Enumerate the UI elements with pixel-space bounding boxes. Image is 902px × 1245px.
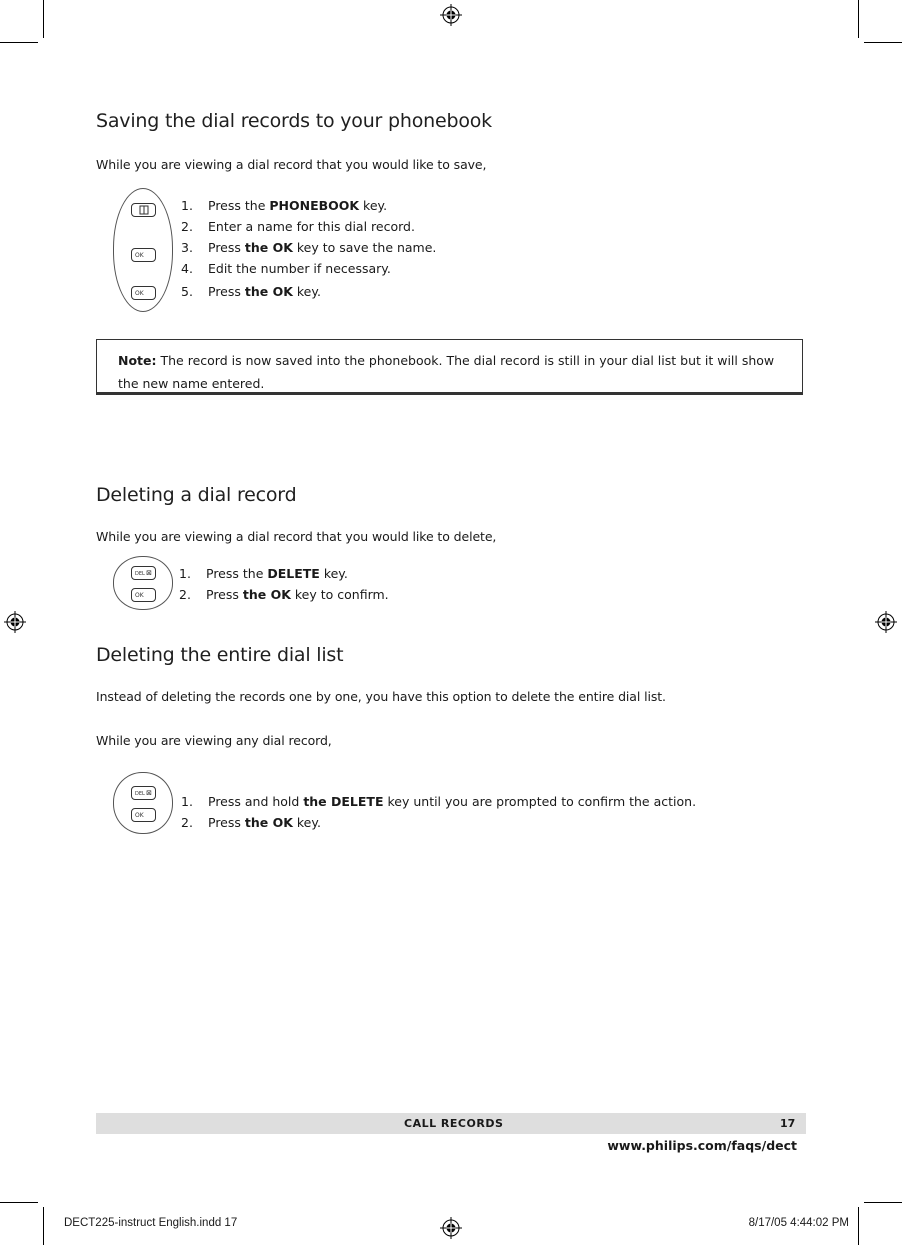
registration-mark-icon bbox=[440, 4, 462, 26]
delete-key-icon: DEL ⊠ bbox=[131, 786, 156, 800]
section-title: Deleting a dial record bbox=[96, 484, 297, 506]
ok-key-icon bbox=[131, 588, 156, 602]
section-title: Saving the dial records to your phonebook bbox=[96, 110, 492, 132]
delete-key-label: DEL bbox=[135, 571, 145, 577]
phonebook-key-icon bbox=[131, 203, 156, 217]
step-list bbox=[181, 198, 601, 303]
note-text: The record is now saved into the phonebook. The dial record is still in your dial list but it will show the new name entered. bbox=[118, 353, 775, 391]
note-label: Note: bbox=[118, 353, 157, 368]
crop-mark bbox=[864, 42, 902, 43]
step-list bbox=[179, 566, 599, 608]
handset-illustration bbox=[113, 772, 173, 834]
list-item: 2. Enter a name for this dial record. bbox=[181, 219, 415, 234]
ok-key-label: OK bbox=[135, 592, 144, 599]
handset-illustration bbox=[113, 556, 173, 610]
step-list bbox=[181, 794, 741, 836]
list-item: 5. Press the OK key. bbox=[181, 284, 321, 299]
registration-mark-icon bbox=[4, 611, 26, 633]
step-number: 2. bbox=[179, 587, 191, 602]
list-item: 1. Press and hold the DELETE key until you are prompted to confirm the action. bbox=[181, 794, 697, 809]
ok-key-label: OK bbox=[135, 290, 144, 297]
note-box bbox=[96, 339, 803, 395]
delete-key-icon: DEL ⊠ bbox=[131, 566, 156, 580]
crop-mark bbox=[0, 1202, 38, 1203]
section-title: Deleting the entire dial list bbox=[96, 644, 344, 666]
step-number: 1. bbox=[179, 566, 191, 581]
crop-mark bbox=[0, 42, 38, 43]
step-number: 3. bbox=[181, 240, 193, 255]
section-intro: While you are viewing a dial record that you would like to save, bbox=[96, 157, 487, 172]
step-number: 2. bbox=[181, 219, 193, 234]
slug-left: DECT225-instruct English.indd 17 bbox=[64, 1217, 238, 1229]
list-item: 1. Press the DELETE key. bbox=[179, 566, 348, 581]
section-intro-2: While you are viewing any dial record, bbox=[96, 733, 332, 748]
crop-mark bbox=[43, 0, 44, 38]
section-intro: Instead of deleting the records one by one, you have this option to delete the entire dial list. bbox=[96, 689, 666, 704]
ok-key-label: OK bbox=[135, 812, 144, 819]
ok-key-icon bbox=[131, 808, 156, 822]
ok-key-icon bbox=[131, 286, 156, 300]
handset-illustration bbox=[113, 188, 173, 312]
footer-section-title: CALL RECORDS bbox=[404, 1117, 504, 1130]
delete-key-label: DEL bbox=[135, 791, 145, 797]
crop-mark bbox=[43, 1207, 44, 1245]
step-number: 1. bbox=[181, 794, 193, 809]
crop-mark bbox=[858, 1207, 859, 1245]
list-item: 4. Edit the number if necessary. bbox=[181, 261, 391, 276]
ok-key-icon bbox=[131, 248, 156, 262]
list-item: 2. Press the OK key to confirm. bbox=[179, 587, 389, 602]
slug-right: 8/17/05 4:44:02 PM bbox=[748, 1217, 849, 1229]
registration-mark-icon bbox=[875, 611, 897, 633]
list-item: 2. Press the OK key. bbox=[181, 815, 321, 830]
page-number: 17 bbox=[780, 1117, 796, 1130]
list-item: 1. Press the PHONEBOOK key. bbox=[181, 198, 388, 213]
step-number: 5. bbox=[181, 284, 193, 299]
section-intro: While you are viewing a dial record that you would like to delete, bbox=[96, 529, 497, 544]
step-number: 1. bbox=[181, 198, 193, 213]
registration-mark-icon bbox=[440, 1217, 462, 1239]
footer-url: www.philips.com/faqs/dect bbox=[607, 1138, 797, 1153]
list-item: 3. Press the OK key to save the name. bbox=[181, 240, 437, 255]
ok-key-label: OK bbox=[135, 252, 144, 259]
step-number: 2. bbox=[181, 815, 193, 830]
crop-mark bbox=[864, 1202, 902, 1203]
step-number: 4. bbox=[181, 261, 193, 276]
crop-mark bbox=[858, 0, 859, 38]
